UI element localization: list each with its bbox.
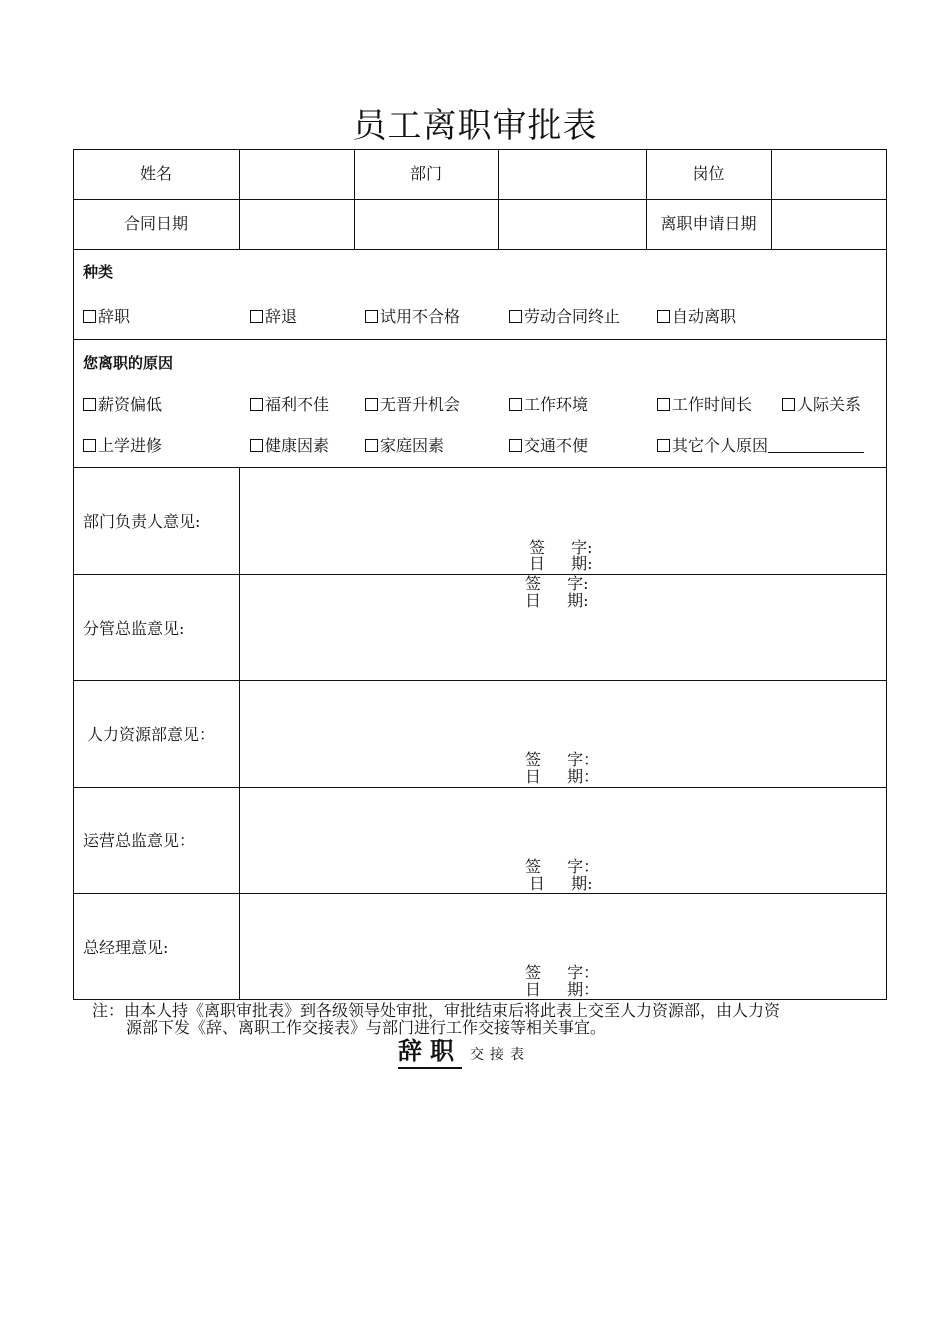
type-option-auto-leave[interactable] bbox=[657, 307, 736, 327]
hr-date: 日 期： bbox=[525, 767, 600, 786]
type-option-label: 劳动合同终止 bbox=[524, 307, 621, 326]
supervisor-date: 日 期: bbox=[525, 591, 589, 610]
handover-title-sub: 交接表 bbox=[470, 1047, 530, 1063]
apply-date-field[interactable] bbox=[772, 200, 886, 249]
hr-sign: 签 字： bbox=[525, 750, 600, 769]
name-label: 姓名 bbox=[139, 164, 172, 183]
supervisor-opinion-label: 分管总监意见: bbox=[83, 619, 185, 638]
contract-date-label: 合同日期 bbox=[123, 214, 188, 233]
checkbox-icon bbox=[365, 310, 378, 323]
type-option-resign[interactable] bbox=[83, 307, 130, 327]
supervisor-opinion-field[interactable] bbox=[240, 612, 886, 680]
reason-option-label: 其它个人原因 bbox=[672, 436, 769, 455]
checkbox-icon bbox=[782, 398, 795, 411]
type-option-label: 自动离职 bbox=[672, 307, 737, 326]
type-option-label: 试用不合格 bbox=[380, 307, 461, 326]
dept-head-opinion-label: 部门负责人意见: bbox=[83, 512, 201, 531]
reason-option-label: 无晋升机会 bbox=[380, 395, 461, 414]
checkbox-icon bbox=[509, 310, 522, 323]
ops-director-opinion-field[interactable] bbox=[240, 788, 886, 856]
type-option-contract-end[interactable] bbox=[509, 307, 620, 327]
reason-option[interactable] bbox=[509, 395, 588, 415]
checkbox-icon bbox=[250, 439, 263, 452]
reason-option[interactable] bbox=[365, 436, 444, 456]
hr-opinion-field[interactable] bbox=[240, 681, 886, 751]
table-line bbox=[886, 149, 887, 999]
reason-option[interactable] bbox=[509, 436, 588, 456]
reason-option-label: 福利不佳 bbox=[265, 395, 330, 414]
checkbox-icon bbox=[509, 439, 522, 452]
contract-end-field[interactable] bbox=[355, 200, 498, 249]
type-option-label: 辞退 bbox=[265, 307, 298, 326]
checkbox-icon bbox=[250, 398, 263, 411]
type-option-label: 辞职 bbox=[98, 307, 131, 326]
checkbox-icon bbox=[657, 398, 670, 411]
reason-option[interactable] bbox=[365, 395, 460, 415]
reason-option-label: 工作时间长 bbox=[672, 395, 753, 414]
reason-option[interactable] bbox=[657, 395, 752, 415]
gm-date: 日 期： bbox=[525, 980, 600, 999]
other-reason-blank[interactable] bbox=[768, 438, 864, 453]
dept-head-opinion-field[interactable] bbox=[240, 468, 886, 538]
apply-date-label: 离职申请日期 bbox=[660, 214, 757, 233]
checkbox-icon bbox=[250, 310, 263, 323]
dept-head-sign: 签 字: bbox=[529, 538, 593, 557]
checkbox-icon bbox=[83, 398, 96, 411]
position-label: 岗位 bbox=[692, 164, 725, 183]
table-line bbox=[73, 149, 887, 150]
hr-opinion-label: 人力资源部意见： bbox=[87, 725, 216, 744]
ops-director-opinion-label: 运营总监意见： bbox=[83, 831, 196, 850]
checkbox-icon bbox=[657, 439, 670, 452]
table-line bbox=[73, 339, 887, 340]
reason-option-label: 工作环境 bbox=[524, 395, 589, 414]
reason-option-other[interactable] bbox=[657, 436, 864, 456]
table-line bbox=[73, 149, 74, 999]
gm-opinion-label: 总经理意见: bbox=[83, 938, 169, 957]
reason-option-label: 上学进修 bbox=[98, 436, 163, 455]
department-label: 部门 bbox=[409, 164, 442, 183]
handover-title-main: 辞职 bbox=[398, 1036, 462, 1069]
type-option-dismissed[interactable] bbox=[250, 307, 297, 327]
name-field[interactable] bbox=[240, 150, 354, 199]
contract-start-field[interactable] bbox=[240, 200, 354, 249]
checkbox-icon bbox=[365, 398, 378, 411]
checkbox-icon bbox=[657, 310, 670, 323]
reason-option[interactable] bbox=[250, 395, 329, 415]
contract-extra-field[interactable] bbox=[499, 200, 646, 249]
type-heading: 种类 bbox=[83, 263, 114, 281]
reason-option-label: 薪资偏低 bbox=[98, 395, 163, 414]
ops-director-date: 日 期: bbox=[529, 874, 593, 893]
note-line-2: 源部下发《辞、离职工作交接表》与部门进行工作交接等相关事宜。 bbox=[126, 1018, 607, 1037]
gm-opinion-field[interactable] bbox=[240, 894, 886, 964]
position-field[interactable] bbox=[772, 150, 886, 199]
reason-option-label: 健康因素 bbox=[265, 436, 330, 455]
department-field[interactable] bbox=[499, 150, 646, 199]
reason-option[interactable] bbox=[250, 436, 329, 456]
reason-option-label: 家庭因素 bbox=[380, 436, 445, 455]
reason-option[interactable] bbox=[782, 395, 861, 415]
reason-option-label: 人际关系 bbox=[797, 395, 862, 414]
reason-option[interactable] bbox=[83, 436, 162, 456]
reason-option[interactable] bbox=[83, 395, 162, 415]
ops-director-sign: 签 字： bbox=[525, 857, 600, 876]
reason-option-label: 交通不便 bbox=[524, 436, 589, 455]
table-line bbox=[73, 999, 887, 1000]
handover-table-title bbox=[398, 1036, 530, 1069]
supervisor-sign: 签 字: bbox=[525, 574, 589, 593]
note-line-1: 注：由本人持《离职审批表》到各级领导处审批，审批结束后将此表上交至人力资源部，由人力资 bbox=[92, 1001, 781, 1020]
type-option-probation-fail[interactable] bbox=[365, 307, 460, 327]
gm-sign: 签 字： bbox=[525, 963, 600, 982]
checkbox-icon bbox=[83, 310, 96, 323]
table-line bbox=[73, 249, 887, 250]
checkbox-icon bbox=[365, 439, 378, 452]
checkbox-icon bbox=[509, 398, 522, 411]
table-line bbox=[73, 574, 887, 575]
form-title: 员工离职审批表 bbox=[352, 106, 598, 146]
reason-heading: 您离职的原因 bbox=[83, 354, 174, 372]
checkbox-icon bbox=[83, 439, 96, 452]
dept-head-date: 日 期: bbox=[529, 554, 593, 573]
